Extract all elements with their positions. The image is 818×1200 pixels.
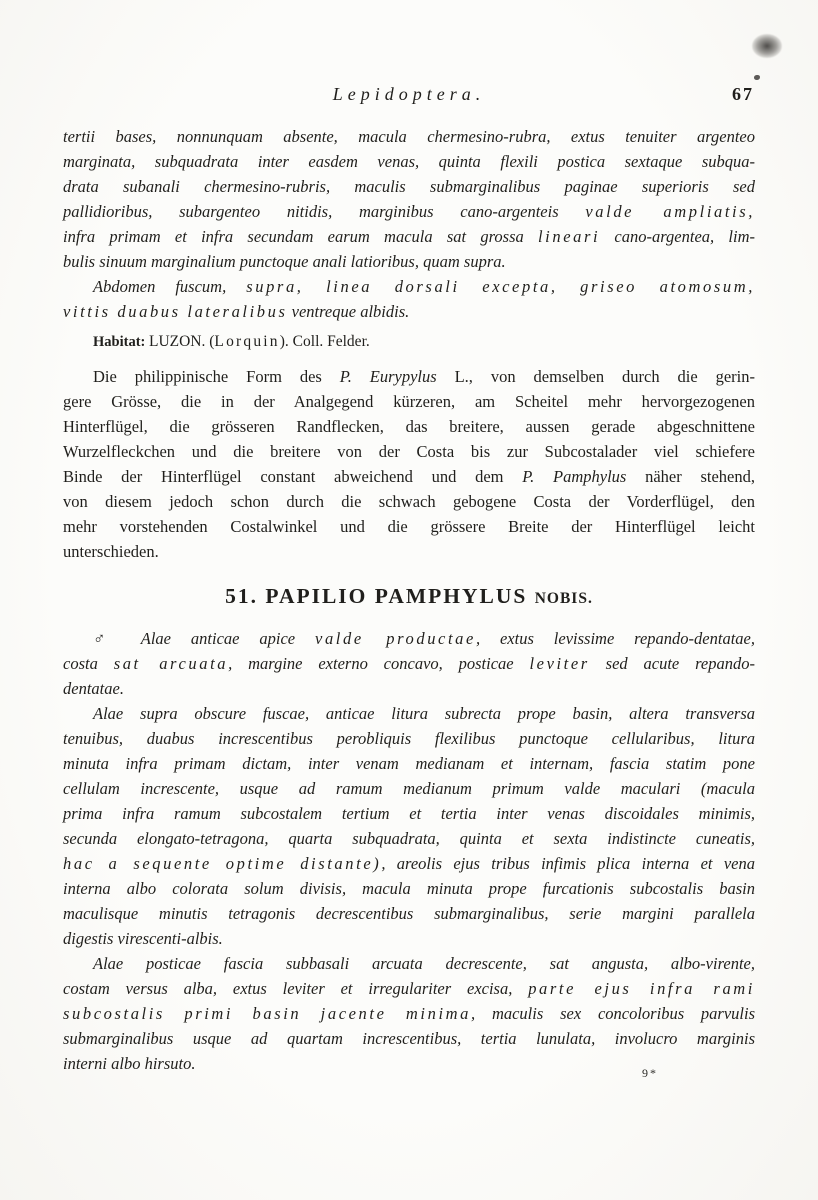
text-segment: tertii bases, nonnunquam absente, macula chermesino-rubra, extus tenuiter argenteo (63, 127, 755, 146)
text-line (63, 329, 755, 355)
text-line (63, 514, 755, 539)
text-segment: Wurzelfleckchen und die breitere von der Costa bis zur Subcostalader viel schiefere (63, 442, 755, 461)
text-line (63, 701, 755, 726)
text-line (63, 439, 755, 464)
text-segment: interni albo hirsuto. (63, 1054, 196, 1073)
text-segment: von diesem jedoch schon durch die schwach gebogene Costa der Vorderflügel, den (63, 492, 755, 511)
text-segment: sat arcuata (113, 654, 229, 673)
text-line (63, 274, 755, 299)
text-line (63, 1001, 755, 1026)
habitat-line (63, 329, 755, 355)
species-heading (63, 584, 755, 611)
text-segment: maculisque minutis tetragonis decrescentibus submarginalibus, serie margini parallela (63, 904, 755, 923)
text-segment: Alae posticae fascia subbasali arcuata decrescente, sat angusta, albo-virente, (93, 954, 755, 973)
text-segment: , maculis sex concoloribus parvulis (471, 1004, 755, 1023)
text-segment: ♂ Alae anticae apice (93, 629, 316, 648)
text-segment: interna albo colorata solum divisis, macula minuta prope furcationis subcostalis basin (63, 879, 755, 898)
text-line (63, 174, 755, 199)
text-segment: bulis sinuum marginalium punctoque anali latioribus, quam supra. (63, 252, 506, 271)
text-segment: mehr vorstehenden Costalwinkel und die grössere Breite der Hinterflügel leicht (63, 517, 755, 536)
abdomen-paragraph (63, 274, 755, 324)
text-line (63, 539, 755, 564)
text-segment: digestis virescenti-albis. (63, 929, 223, 948)
text-segment: ventreque albidis. (287, 302, 410, 321)
text-segment: prima infra ramum subcostalem tertium et tertia inter venas discoidales minimis, (63, 804, 755, 823)
text-segment: Habitat: (93, 334, 149, 350)
text-segment: drata subanali chermesino-rubris, maculis submarginalibus paginae superioris sed (63, 177, 755, 196)
text-line (63, 851, 755, 876)
latin-description-continuation (63, 124, 755, 274)
text-segment: gere Grösse, die in der Analgegend kürzeren, am Scheitel mehr hervorgezogenen (63, 392, 755, 411)
text-line (63, 726, 755, 751)
text-segment: valde productae (315, 629, 476, 648)
text-segment: submarginalibus usque ad quartam increscentibus, tertia lunulata, involucro marginis (63, 1029, 755, 1048)
text-line (63, 414, 755, 439)
text-line (63, 826, 755, 851)
text-segment: tenuibus, duabus increscentibus perobliquis flexilibus punctoque cellularibus, litura (63, 729, 755, 748)
text-line (63, 124, 755, 149)
text-line (63, 489, 755, 514)
text-line (63, 249, 755, 274)
running-header: Lepidoptera. (332, 84, 486, 104)
text-line (63, 976, 755, 1001)
text-segment: ). Coll. Felder. (279, 333, 370, 350)
text-segment: näher stehend, (626, 467, 756, 486)
male-diagnosis-paragraph (63, 626, 755, 701)
text-segment: LUZON. ( (148, 333, 215, 350)
text-segment: NOBIS. (534, 590, 593, 607)
text-segment: unterschieden. (63, 542, 159, 561)
alae-posticae-paragraph (63, 951, 755, 1076)
text-line (63, 751, 755, 776)
text-segment: valde ampliatis, (585, 202, 755, 221)
text-line (63, 584, 755, 611)
text-line (63, 224, 755, 249)
page-number: 67 (732, 84, 754, 104)
text-segment: marginata, subquadrata inter easdem venas, quinta flexili postica sextaque subqua- (63, 152, 755, 171)
text-line (63, 389, 755, 414)
text-line (63, 801, 755, 826)
text-segment: , areolis ejus tribus infimis plica interna et vena (381, 854, 755, 873)
text-segment: dentatae. (63, 679, 124, 698)
text-segment: Binde der Hinterflügel constant abweichend und dem (63, 467, 523, 486)
text-segment: leviter (529, 654, 590, 673)
text-segment: parte ejus infra rami (528, 979, 755, 998)
text-segment: Alae supra obscure fuscae, anticae litura subrecta prope basin, altera transversa (93, 704, 755, 723)
text-line (63, 464, 755, 489)
text-segment: secunda elongato-tetragona, quarta subquadrata, quinta et sexta indistincte cuneatis, (63, 829, 755, 848)
text-segment: , margine externo concavo, posticae (228, 654, 530, 673)
text-segment: , extus levissime repando-dentatae, (475, 629, 755, 648)
text-segment: Hinterflügel, die grösseren Randflecken, das breitere, aussen gerade abgeschnittene (63, 417, 755, 436)
text-segment: P. Eurypylus (339, 367, 437, 386)
signature-mark: 9* (642, 1066, 658, 1080)
text-line (63, 626, 755, 651)
text-segment: lineari (537, 227, 601, 246)
text-line (63, 951, 755, 976)
text-line (63, 651, 755, 676)
text-line (63, 876, 755, 901)
alae-supra-paragraph (63, 701, 755, 951)
text-line (63, 199, 755, 224)
text-segment: pallidioribus, subargenteo nitidis, marginibus cano-argenteis (63, 202, 586, 221)
ink-speck-artifact (754, 75, 760, 80)
ink-smudge-artifact (752, 34, 782, 58)
text-line (63, 149, 755, 174)
text-segment: 51. PAPILIO PAMPHYLUS (225, 584, 535, 608)
text-segment: vittis duabus lateralibus (63, 302, 288, 321)
text-segment: costa (63, 654, 114, 673)
text-line (63, 926, 755, 951)
text-segment: sed acute repando- (589, 654, 755, 673)
text-segment: cellulam increscente, usque ad ramum medianum primum valde maculari (macula (63, 779, 755, 798)
text-segment: supra, linea dorsali excepta, griseo atomosum, (246, 277, 755, 296)
text-segment: Lorquin (214, 333, 280, 350)
text-line (63, 299, 755, 324)
text-line (63, 776, 755, 801)
text-segment: infra primam et infra secundam earum macula sat grossa (63, 227, 538, 246)
text-segment: P. Pamphylus (522, 467, 627, 486)
text-line (63, 364, 755, 389)
german-comparison-paragraph (63, 364, 755, 564)
text-block (63, 124, 755, 1076)
text-segment: subcostalis primi basin jacente minima (63, 1004, 472, 1023)
text-segment: minuta infra primam dictam, inter venam medianam et internam, fascia statim pone (63, 754, 755, 773)
text-segment: Abdomen fuscum, (93, 277, 247, 296)
text-line (63, 676, 755, 701)
text-segment: costam versus alba, extus leviter et irregulariter excisa, (63, 979, 529, 998)
text-segment: cano-argentea, lim- (600, 227, 755, 246)
text-line (63, 901, 755, 926)
text-line (63, 1026, 755, 1051)
text-segment: Die philippinische Form des (93, 367, 340, 386)
text-segment: L., von demselben durch die gerin- (436, 367, 755, 386)
text-segment: hac a sequente optime distante) (63, 854, 382, 873)
